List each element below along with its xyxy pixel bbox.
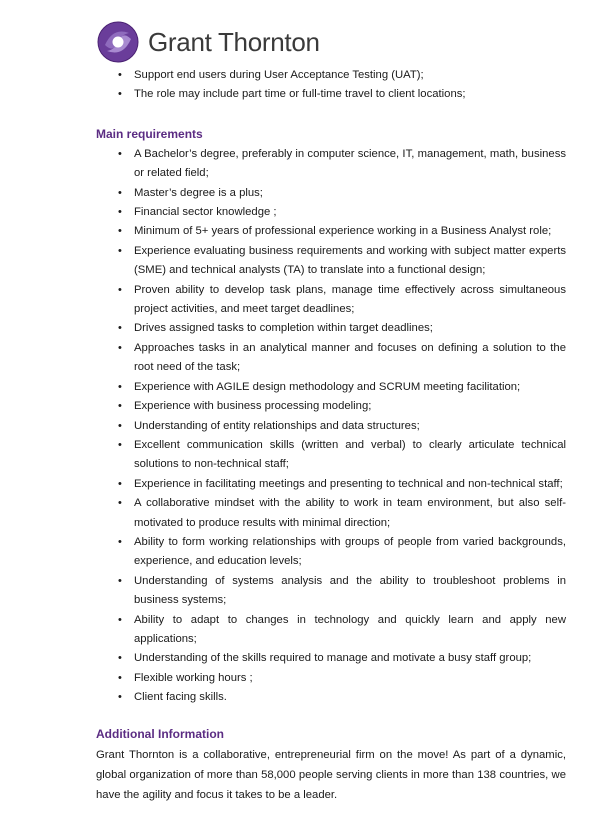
section-title-main-requirements: Main requirements [96, 126, 203, 141]
list-item: • Flexible working hours ; [96, 669, 566, 688]
logo-wordmark: Grant Thornton [148, 26, 320, 57]
list-item: • Understanding of systems analysis and the ability to troubleshoot problems in business systems; [96, 572, 566, 611]
requirements-list [96, 145, 566, 708]
list-item: • The role may include part time or full-time travel to client locations; [96, 85, 566, 104]
list-item: • Client facing skills. [96, 688, 566, 707]
list-item: • Support end users during User Acceptance Testing (UAT); [96, 66, 566, 85]
list-item: • Experience with business processing modeling; [96, 397, 566, 416]
list-item: • Ability to form working relationships with groups of people from varied backgrounds, experience, and education levels; [96, 533, 566, 572]
list-item: • Understanding of entity relationships and data structures; [96, 417, 566, 436]
intro-bullet-list [96, 66, 566, 105]
list-item: • Experience in facilitating meetings and presenting to technical and non-technical staff; [96, 475, 566, 494]
list-item: • Experience with AGILE design methodology and SCRUM meeting facilitation; [96, 378, 566, 397]
list-item: • Minimum of 5+ years of professional experience working in a Business Analyst role; [96, 222, 566, 241]
list-item: • Experience evaluating business requirements and working with subject matter experts (SME) and technical analysts (TA) to translate into a functional design; [96, 242, 566, 281]
list-item: • Drives assigned tasks to completion within target deadlines; [96, 319, 566, 338]
list-item: • Understanding of the skills required to manage and motivate a busy staff group; [96, 649, 566, 668]
list-item: • Ability to adapt to changes in technology and quickly learn and apply new applications; [96, 611, 566, 650]
additional-information-paragraph: Grant Thornton is a collaborative, entrepreneurial firm on the move! As part of a dynamic, global organization of more than 58,000 people serving clients in more than 138 countries, we have the agility and focus it takes to be a leader. [96, 748, 566, 801]
list-item: • Proven ability to develop task plans, manage time effectively across simultaneous project activities, and meet target deadlines; [96, 281, 566, 320]
section-title-additional-information: Additional Information [96, 726, 224, 741]
list-item: • A collaborative mindset with the ability to work in team environment, but also self-motivated to produce results with minimal direction; [96, 494, 566, 533]
grant-thornton-logo-icon [97, 21, 139, 63]
list-item: • Master’s degree is a plus; [96, 184, 566, 203]
document-body [96, 66, 566, 805]
list-item: • Approaches tasks in an analytical manner and focuses on defining a solution to the root need of the task; [96, 339, 566, 378]
list-item: • Excellent communication skills (written and verbal) to clearly articulate technical solutions to non-technical staff; [96, 436, 566, 475]
list-item: • Financial sector knowledge ; [96, 203, 566, 222]
company-logo [97, 20, 320, 64]
list-item: • A Bachelor’s degree, preferably in computer science, IT, management, math, business or related field; [96, 145, 566, 184]
